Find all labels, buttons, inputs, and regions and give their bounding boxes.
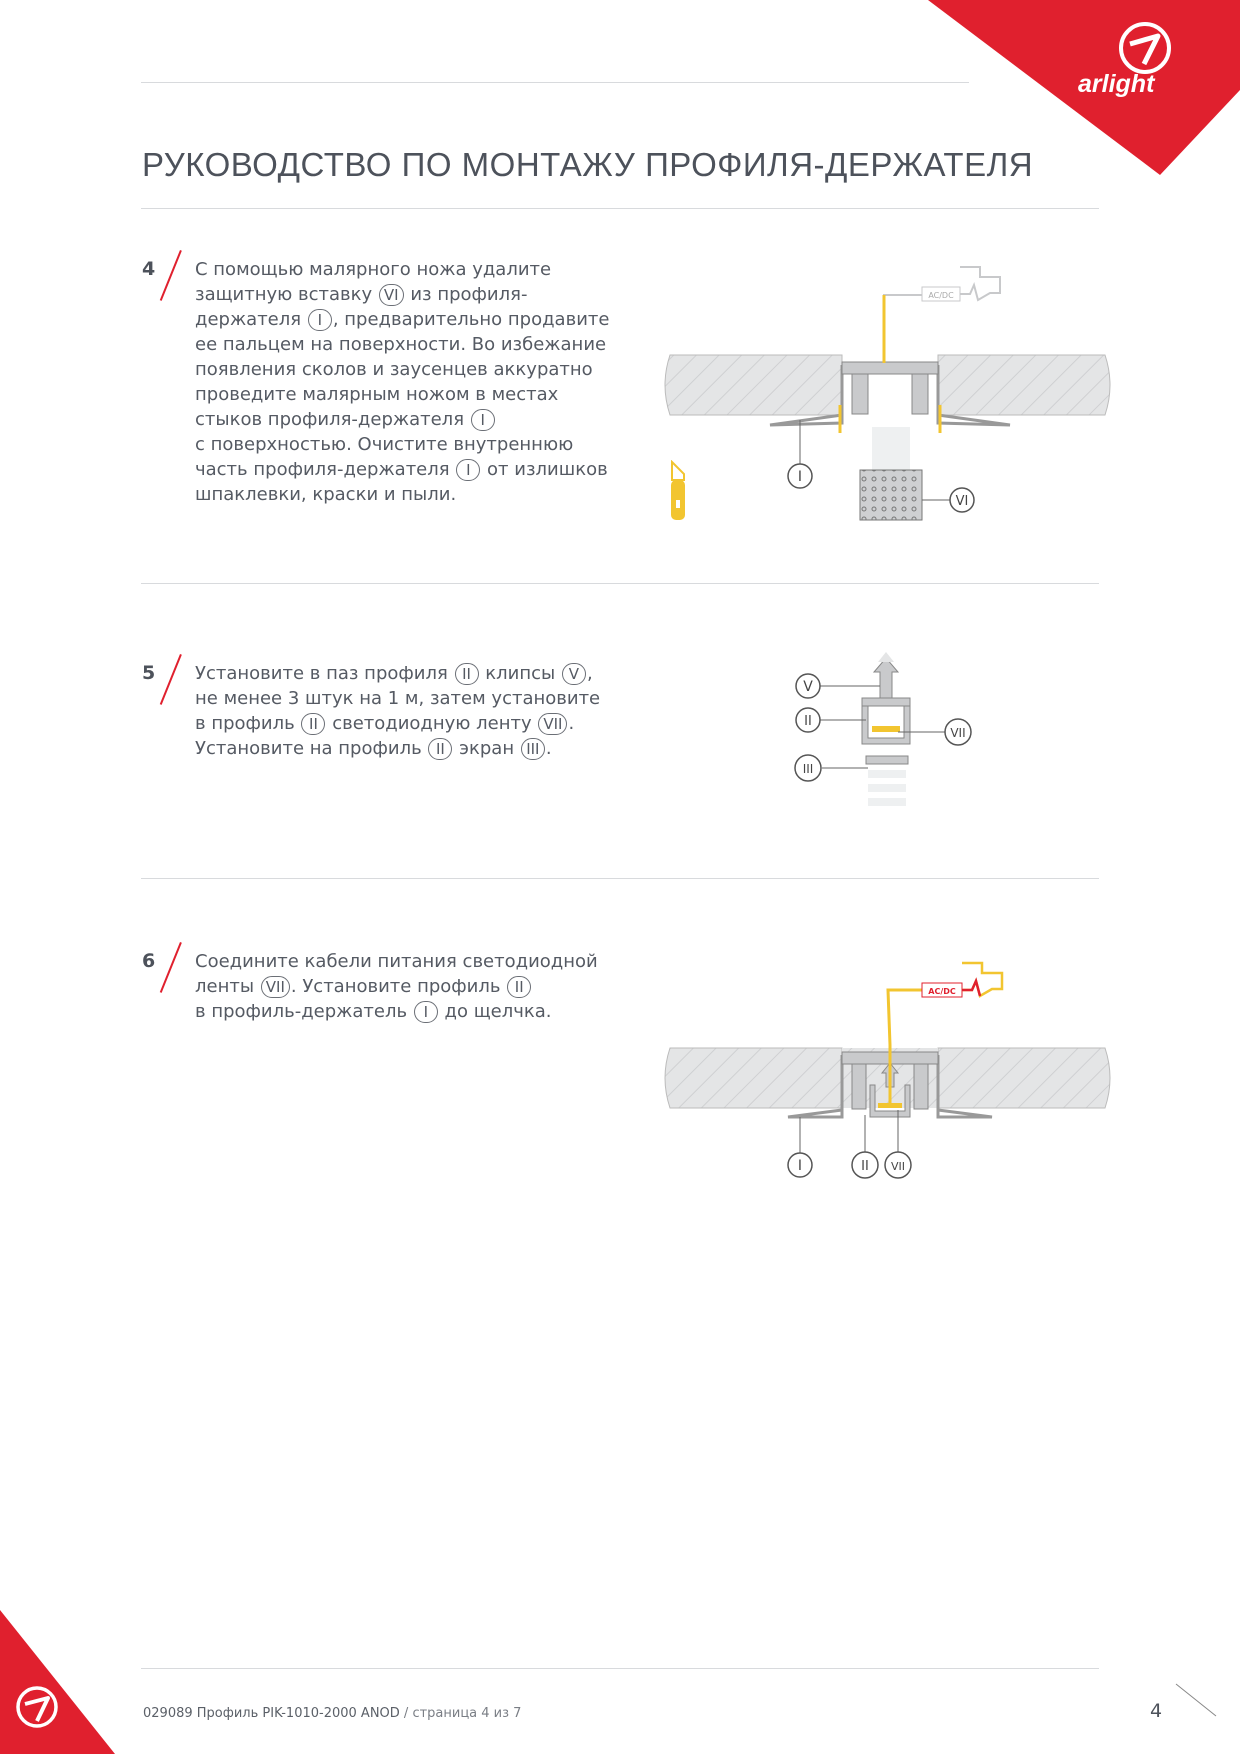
svg-text:II: II	[804, 714, 812, 729]
step-slash	[160, 942, 182, 993]
text-line	[195, 282, 609, 307]
header-divider	[141, 82, 969, 83]
footer-product: 029089 Профиль PIK-1010-2000 ANOD / страница 4 из 7	[143, 1706, 522, 1721]
text-segment: появления сколов и заусенцев аккуратно	[195, 359, 593, 380]
svg-text:V: V	[803, 679, 813, 695]
text-segment: клипсы	[479, 663, 561, 684]
svg-text:VII: VII	[950, 726, 966, 740]
step-number: 6	[142, 950, 156, 972]
text-line	[195, 457, 609, 482]
text-segment: , предварительно продавите	[332, 309, 610, 330]
brand-logo-text: arlight	[1078, 70, 1155, 98]
step-6-text	[195, 949, 598, 1024]
text-line	[195, 711, 600, 736]
text-line	[195, 307, 609, 332]
power-label: AC/DC	[928, 987, 956, 996]
text-segment: от излишков	[481, 459, 608, 480]
text-line	[195, 482, 609, 507]
clip-icon	[874, 652, 898, 700]
text-line	[195, 661, 600, 686]
part-callout-badge: I	[308, 309, 332, 331]
part-callout-badge: VII	[261, 976, 290, 998]
text-segment: шпаклевки, краски и пыли.	[195, 484, 457, 505]
step-4-text	[195, 257, 609, 507]
svg-text:III: III	[802, 762, 814, 776]
part-callout-badge: I	[471, 409, 495, 431]
text-segment: ее пальцем на поверхности. Во избежание	[195, 334, 607, 355]
text-line	[195, 357, 609, 382]
page-number: 4	[1150, 1700, 1163, 1722]
text-line	[195, 999, 598, 1024]
step-slash	[160, 250, 182, 301]
part-callout-badge: II	[301, 713, 325, 735]
text-segment: ,	[586, 663, 593, 684]
text-line	[195, 736, 600, 761]
part-callout-badge: I	[456, 459, 480, 481]
step-number: 5	[142, 662, 156, 684]
text-line	[195, 332, 609, 357]
protective-insert-icon	[860, 470, 922, 520]
part-callout-badge: II	[455, 663, 479, 685]
text-line	[195, 974, 598, 999]
text-segment: светодиодную ленту	[326, 713, 538, 734]
part-callout-badge: I	[414, 1001, 438, 1023]
text-segment: часть профиля-держателя	[195, 459, 456, 480]
text-line	[195, 949, 598, 974]
power-label: AC/DC	[928, 291, 954, 300]
led-strip-icon	[872, 726, 900, 732]
text-segment: экран	[453, 738, 520, 759]
step-4-diagram	[660, 255, 1120, 535]
text-segment: .	[568, 713, 575, 734]
page-title: РУКОВОДСТВО ПО МОНТАЖУ ПРОФИЛЯ-ДЕРЖАТЕЛЯ	[142, 146, 1034, 184]
text-segment: в профиль	[195, 713, 301, 734]
brand-corner-bottom	[0, 1610, 120, 1754]
profile-icon	[862, 698, 910, 744]
svg-text:I: I	[797, 469, 803, 485]
text-segment: Установите на профиль	[195, 738, 428, 759]
text-segment: не менее 3 штук на 1 м, затем установите	[195, 688, 601, 709]
divider	[141, 583, 1099, 584]
step-slash	[160, 654, 182, 705]
plug-icon	[960, 267, 1000, 300]
footer-divider	[141, 1668, 1099, 1669]
text-segment: стыков профиля-держателя	[195, 409, 470, 430]
text-segment: защитную вставку	[195, 284, 378, 305]
part-callout-badge: III	[521, 738, 545, 760]
svg-text:I: I	[797, 1158, 803, 1174]
divider	[141, 208, 1099, 209]
text-segment: .	[545, 738, 552, 759]
svg-text:VI: VI	[955, 494, 969, 509]
part-callout-badge: VI	[379, 284, 404, 306]
step-6-diagram	[660, 945, 1120, 1195]
text-line	[195, 432, 609, 457]
svg-text:VII: VII	[890, 1160, 906, 1173]
text-line	[195, 407, 609, 432]
part-callout-badge: II	[428, 738, 452, 760]
step-number: 4	[142, 258, 156, 280]
svg-text:II: II	[861, 1159, 869, 1174]
text-segment: ленты	[195, 976, 260, 997]
text-line	[195, 257, 609, 282]
page-corner-line	[1172, 1680, 1222, 1720]
text-segment: проведите малярным ножом в местах	[195, 384, 559, 405]
text-line	[195, 382, 609, 407]
text-segment: Соедините кабели питания светодиодной	[195, 951, 598, 972]
text-segment: держателя	[195, 309, 307, 330]
step-5-text	[195, 661, 600, 761]
step-5-diagram	[780, 640, 990, 810]
text-segment: с поверхностью. Очистите внутреннюю	[195, 434, 574, 455]
paint-knife-icon	[668, 460, 692, 528]
part-callout-badge: V	[562, 663, 586, 685]
text-line	[195, 686, 600, 711]
part-callout-badge: II	[507, 976, 531, 998]
divider	[141, 878, 1099, 879]
text-segment: в профиль-держатель	[195, 1001, 413, 1022]
text-segment: Установите в паз профиля	[195, 663, 454, 684]
text-segment: до щелчка.	[438, 1001, 552, 1022]
screen-icon	[866, 756, 908, 806]
text-segment: . Установите профиль	[290, 976, 507, 997]
part-callout-badge: VII	[538, 713, 567, 735]
text-segment: из профиля-	[404, 284, 528, 305]
text-segment: С помощью малярного ножа удалите	[195, 259, 552, 280]
